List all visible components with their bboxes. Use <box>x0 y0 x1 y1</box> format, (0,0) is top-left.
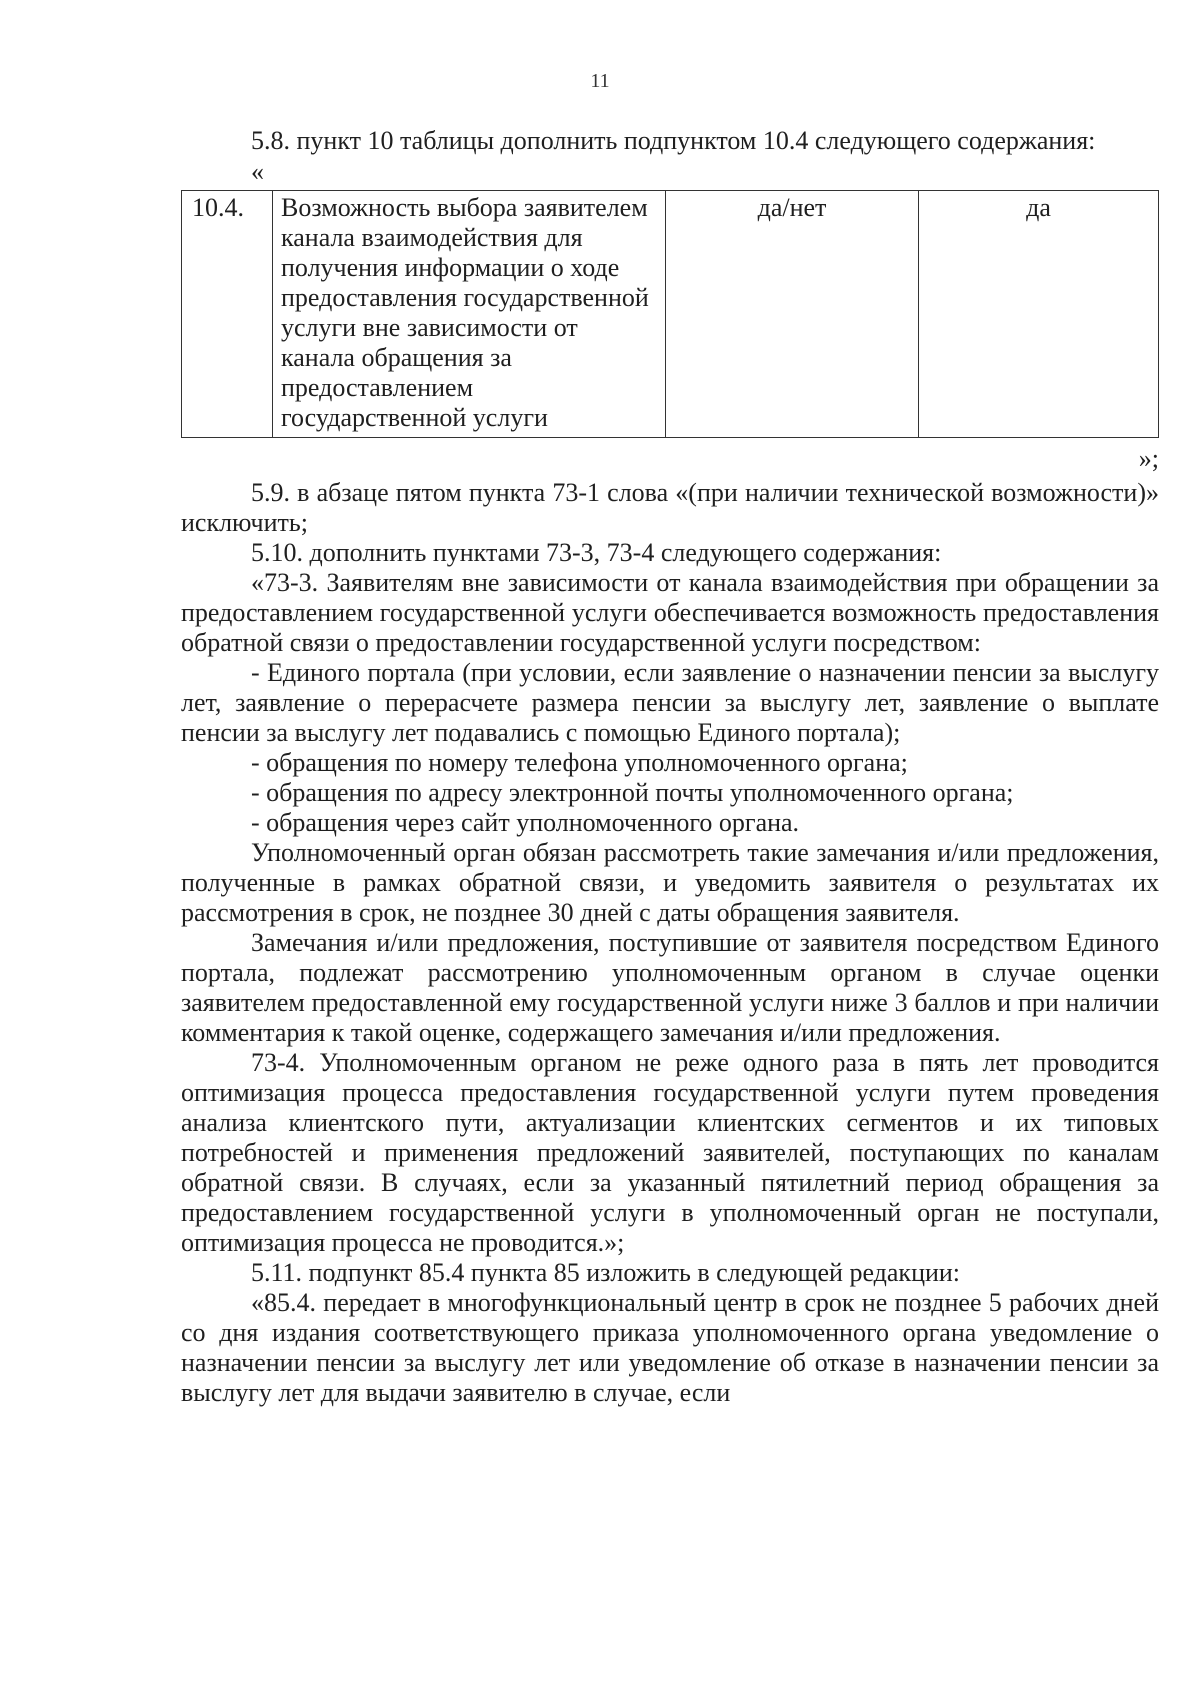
paragraph-73-3: «73-3. Заявителям вне зависимости от канала взаимодействия при обращении за предоставлением государственной услуги обеспечивается возможность предоставления обратной связи о предоставлении государственной услуги посредством: <box>181 568 1159 657</box>
list-item: - обращения по номеру телефона уполномоченного органа; <box>251 748 908 777</box>
opening-quote: « <box>251 157 264 186</box>
paragraph-5-9: 5.9. в абзаце пятом пункта 73-1 слова «(при наличии технической возможности)» исключить; <box>181 478 1159 537</box>
value-cell: да <box>919 191 1159 438</box>
list-item: - Единого портала (при условии, если заявление о назначении пенсии за выслугу лет, заявление о перерасчете размера пенсии за выслугу лет, заявление о выплате пенсии за выслугу лет подавались с помощью Единого портала); <box>181 658 1159 747</box>
row-number-cell: 10.4. <box>182 191 273 438</box>
amendment-table <box>181 190 1159 438</box>
paragraph-73-4: 73-4. Уполномоченным органом не реже одного раза в пять лет проводится оптимизация процесса предоставления государственной услуги путем проведения анализа клиентского пути, актуализации клиентских сегментов и их типовых потребностей и применения предложений заявителей, поступающих по каналам обратной связи. В случаях, если за указанный пятилетний период обращения за предоставлением государственной услуги в уполномоченный орган не поступали, оптимизация процесса не проводится.»; <box>181 1048 1159 1257</box>
table-row <box>182 191 1159 438</box>
document-body <box>181 126 1159 1408</box>
paragraph-5-11: 5.11. подпункт 85.4 пункта 85 изложить в следующей редакции: <box>251 1258 961 1287</box>
closing-quote: »; <box>1138 444 1159 473</box>
indicator-description-cell: Возможность выбора заявителем канала взаимодействия для получения информации о ходе предоставления государственной услуги вне зависимости от канала обращения за предоставлением государственной услуги <box>273 191 666 438</box>
list-item: - обращения по адресу электронной почты уполномоченного органа; <box>251 778 1014 807</box>
paragraph-5-8: 5.8. пункт 10 таблицы дополнить подпунктом 10.4 следующего содержания: <box>251 126 1096 155</box>
paragraph-remarks: Замечания и/или предложения, поступившие от заявителя посредством Единого портала, подлежат рассмотрению уполномоченным органом в случае оценки заявителем предоставленной ему государственной услуги ниже 3 баллов и при наличии комментария к такой оценке, содержащего замечания и/или предложения. <box>181 928 1159 1047</box>
paragraph-85-4: «85.4. передает в многофункциональный центр в срок не позднее 5 рабочих дней со дня издания соответствующего приказа уполномоченного органа уведомление о назначении пенсии за выслугу лет или уведомление об отказе в назначении пенсии за выслугу лет для выдачи заявителю в случае, если <box>181 1288 1159 1407</box>
paragraph-5-10: 5.10. дополнить пунктами 73-3, 73-4 следующего содержания: <box>251 538 942 567</box>
unit-cell: да/нет <box>666 191 919 438</box>
page-number: 11 <box>590 70 610 92</box>
list-item: - обращения через сайт уполномоченного органа. <box>251 808 800 837</box>
paragraph-obligation: Уполномоченный орган обязан рассмотреть такие замечания и/или предложения, полученные в рамках обратной связи, и уведомить заявителя о результатах их рассмотрения в срок, не позднее 30 дней с даты обращения заявителя. <box>181 838 1159 927</box>
